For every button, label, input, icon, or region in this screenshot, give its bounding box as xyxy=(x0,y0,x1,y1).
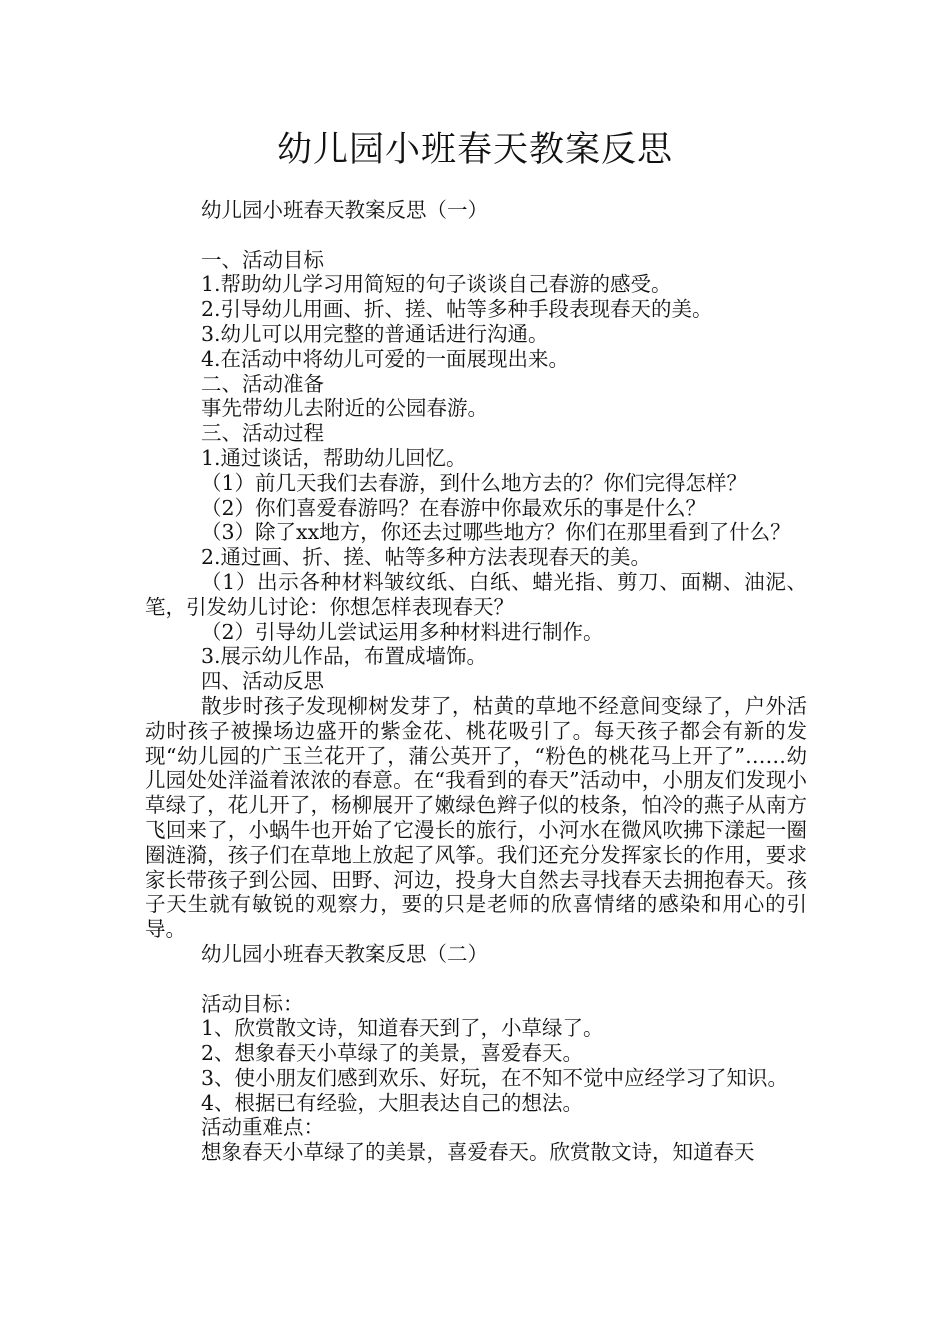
prep-heading: 二、活动准备 xyxy=(201,371,324,396)
s2-key-text: 想象春天小草绿了的美景，喜爱春天。欣赏散文诗，知道春天 xyxy=(201,1140,755,1165)
process-question: （2）你们喜爱春游吗？在春游中你最欢乐的事是什么？ xyxy=(201,495,707,520)
process-question: （3）除了xx地方，你还去过哪些地方？你们在那里看到了什么？ xyxy=(201,520,791,545)
reflect-paragraph: 散步时孩子发现柳树发芽了，枯黄的草地不经意间变绿了，户外活动时孩子被操场边盛开的紫金花、桃花吸引了。每天孩子都会有新的发现“幼儿园的广玉兰花开了，蒲公英开了，“粉色的桃花马上开了”……幼儿园处处洋溢着浓浓的春意。在“我看到的春天”活动中，小朋友们发现小草绿了，花儿开了，杨柳展开了嫩绿色辫子似的枝条，怕冷的燕子从南方飞回来了，小蜗牛也开始了它漫长的旅行，小河水在微风吹拂下漾起一圈圈涟漪，孩子们在草地上放起了风筝。我们还充分发挥家长的作用，要求家长带孩子到公园、田野、河边，投身大自然去寻找春天去拥抱春天。孩子天生就有敏锐的观察力，要的只是老师的欣喜情绪的感染和用心的引导。 xyxy=(145,693,807,942)
s2-goal-item: 3、使小朋友们感到欢乐、好玩，在不知不觉中应经学习了知识。 xyxy=(201,1065,789,1090)
blank-line xyxy=(145,223,807,248)
s2-goal-item: 4、根据已有经验，大胆表达自己的想法。 xyxy=(201,1090,584,1115)
process-item: （1）出示各种材料皱纹纸、白纸、蜡光指、剪刀、面糊、油泥、笔，引发幼儿讨论：你想怎样表现春天？ xyxy=(145,569,807,619)
goal-item: 4.在活动中将幼儿可爱的一面展现出来。 xyxy=(201,346,570,371)
s2-goal-item: 2、想象春天小草绿了的美景，喜爱春天。 xyxy=(201,1041,584,1066)
s2-goals-heading: 活动目标： xyxy=(201,991,304,1016)
goal-item: 1.帮助幼儿学习用简短的句子谈谈自己春游的感受。 xyxy=(201,272,672,297)
section-heading-2: 幼儿园小班春天教案反思（二） xyxy=(201,941,488,966)
process-item: （2）引导幼儿尝试运用多种材料进行制作。 xyxy=(201,619,604,644)
document-title: 幼儿园小班春天教案反思 xyxy=(276,130,673,170)
process-step: 3.展示幼儿作品，布置成墙饰。 xyxy=(201,644,488,669)
goal-item: 3.幼儿可以用完整的普通话进行沟通。 xyxy=(201,321,549,346)
s2-goal-item: 1、欣赏散文诗，知道春天到了，小草绿了。 xyxy=(201,1016,604,1041)
blank-line xyxy=(145,967,807,992)
goal-item: 2.引导幼儿用画、折、搓、帖等多种手段表现春天的美。 xyxy=(201,297,713,322)
prep-text: 事先带幼儿去附近的公园春游。 xyxy=(201,396,488,421)
process-step: 1.通过谈话，帮助幼儿回忆。 xyxy=(201,445,467,470)
document-body xyxy=(145,198,807,1165)
process-step: 2.通过画、折、搓、帖等多种方法表现春天的美。 xyxy=(201,545,652,570)
reflect-heading: 四、活动反思 xyxy=(201,669,324,694)
goals-heading: 一、活动目标 xyxy=(201,247,324,272)
process-question: （1）前几天我们去春游，到什么地方去的？你们完得怎样？ xyxy=(201,470,748,495)
s2-key-heading: 活动重难点： xyxy=(201,1115,324,1140)
process-heading: 三、活动过程 xyxy=(201,421,324,446)
section-heading-1: 幼儿园小班春天教案反思（一） xyxy=(201,198,488,222)
